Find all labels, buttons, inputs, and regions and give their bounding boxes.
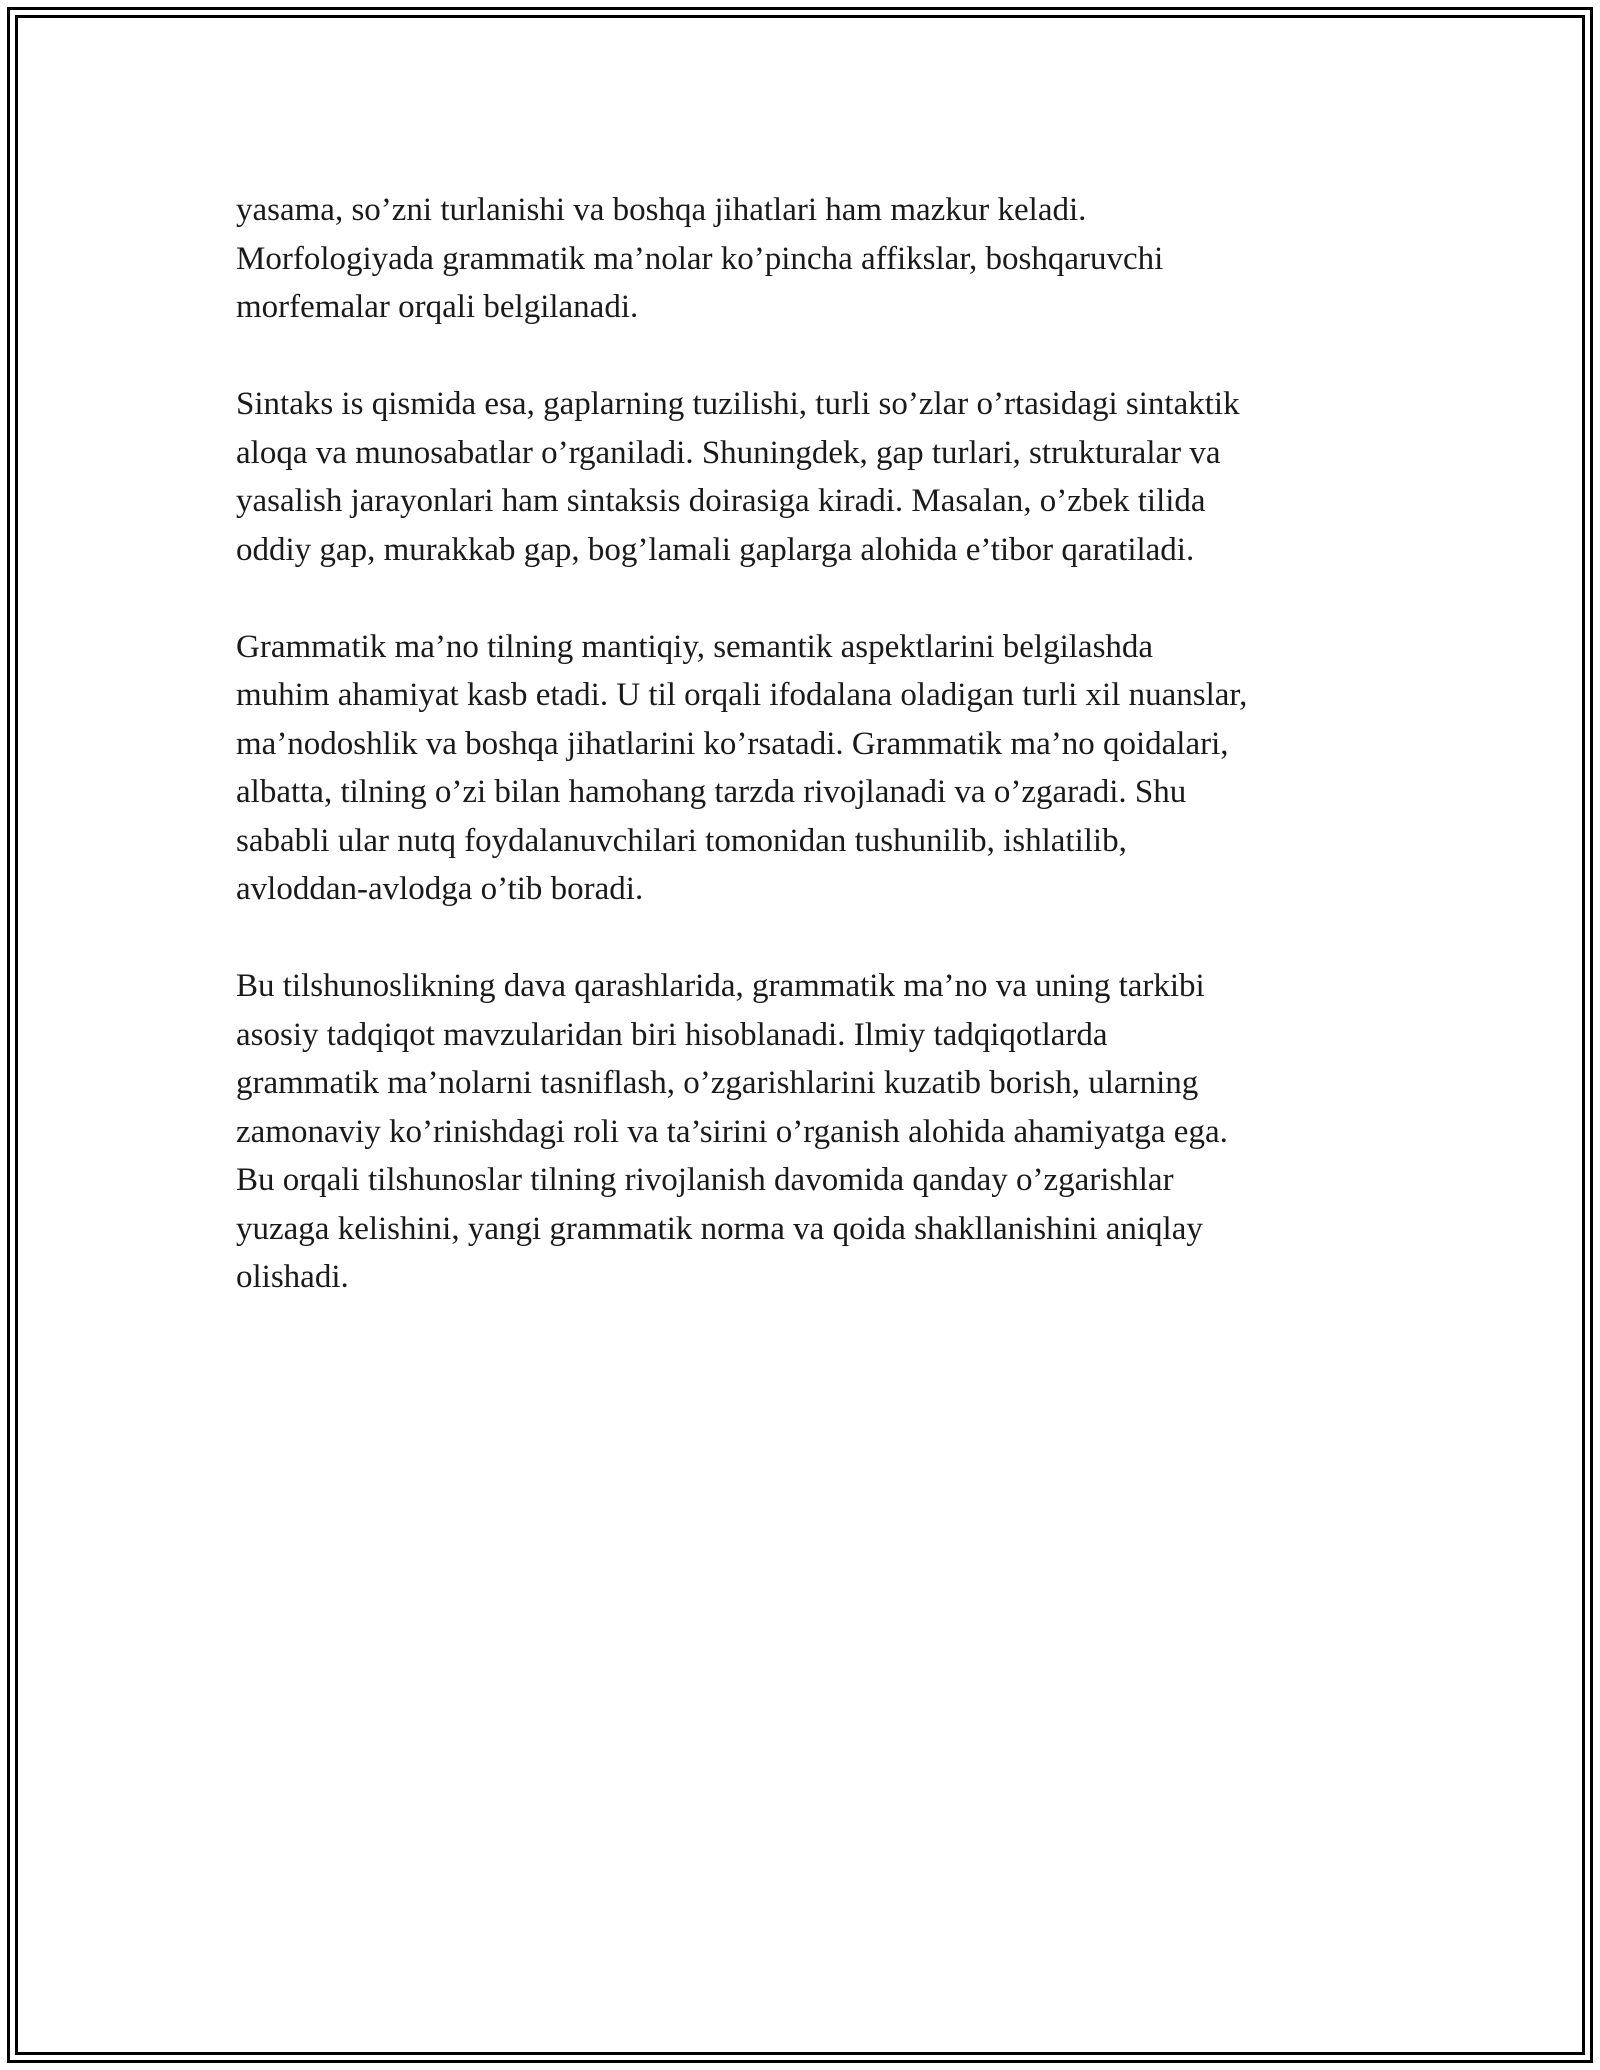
document-body [236,186,1376,1350]
paragraph-sintaksis: Sintaks is qismida esa, gaplarning tuzilishi, turli so’zlar o’rtasidagi sintaktik aloqa va munosabatlar o’rganiladi. Shuningdek, gap turlari, strukturalar va yasalish jarayonlari ham sintaksis doirasiga kiradi. Masalan, o’zbek tilida oddiy gap, murakkab gap, bog’lamali gaplarga alohida e’tibor qaratiladi. [236,386,1240,568]
paragraph-tilshunoslik: Bu tilshunoslikning dava qarashlarida, grammatik ma’no va uning tarkibi asosiy tadqiqot mavzularidan biri hisoblanadi. Ilmiy tadqiqotlarda grammatik ma’nolarni tasniflash, o’zgarishlarini kuzatib borish, ularning zamonaviy ko’rinishdagi roli va ta’sirini o’rganish alohida ahamiyatga ega. Bu orqali tilshunoslar tilning rivojlanish davomida qanday o’zgarishlar yuzaga kelishini, yangi grammatik norma va qoida shakllanishini aniqlay olishadi. [236,968,1228,1295]
paragraph-grammatik-mano: Grammatik ma’no tilning mantiqiy, semantik aspektlarini belgilashda muhim ahamiyat kasb etadi. U til orqali ifodalana oladigan turli xil nuanslar, ma’nodoshlik va boshqa jihatlarini ko’rsatadi. Grammatik ma’no qoidalari, albatta, tilning o’zi bilan hamohang tarzda rivojlanadi va o’zgaradi. Shu sababli ular nutq foydalanuvchilari tomonidan tushunilib, ishlatilib, avloddan-avlodga o’tib boradi. [236,628,1248,907]
paragraph-morfologiya: yasama, so’zni turlanishi va boshqa jihatlari ham mazkur keladi. Morfologiyada grammatik ma’nolar ko’pincha affikslar, boshqaruvchi morfemalar orqali belgilanadi. [236,192,1164,325]
